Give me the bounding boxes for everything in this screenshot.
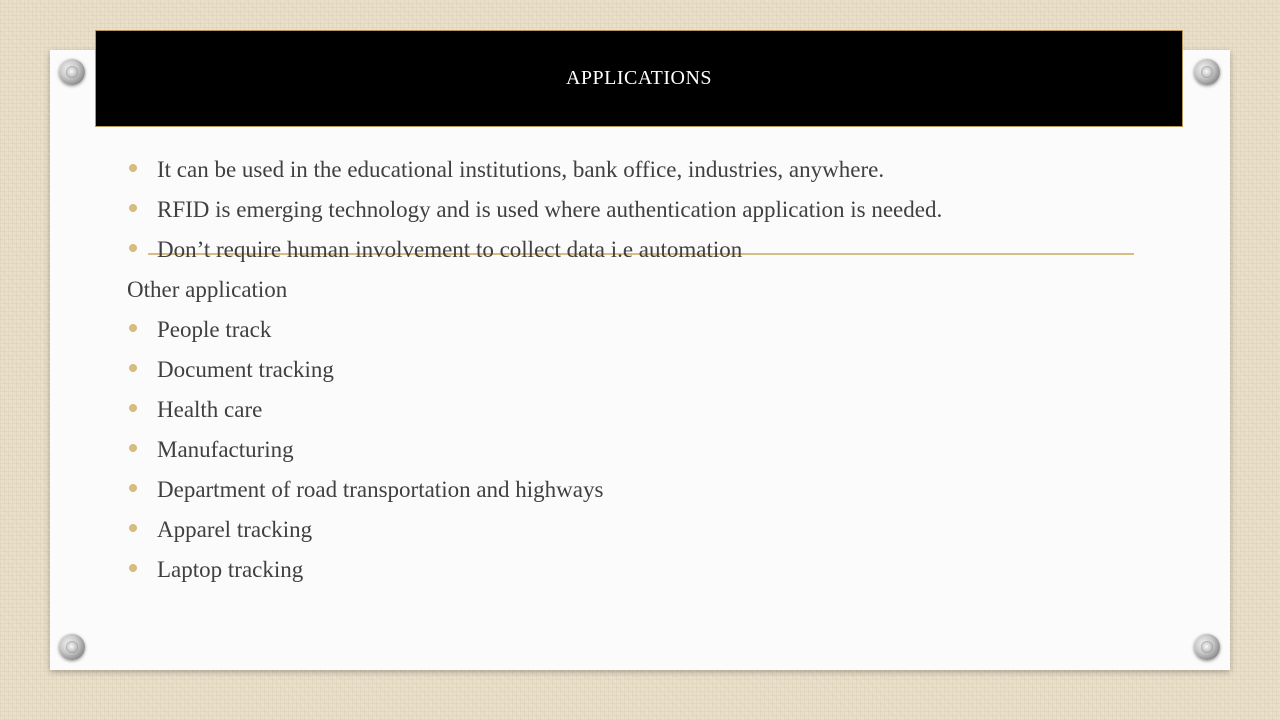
bullet-icon [129,204,137,212]
bullet-text: Health care [157,397,263,422]
slide-title: APPLICATIONS [565,67,713,89]
bullet-text: It can be used in the educational institutions, bank office, industries, anywhere. [157,157,885,182]
thumbtack-icon [59,634,85,660]
bullet-text: Laptop tracking [157,557,304,582]
bullet-icon [129,444,137,452]
bullet-text: Don’t require human involvement to collect data i.e automation [157,237,743,262]
bullet-text: Manufacturing [157,437,294,462]
bullet-icon [129,524,137,532]
bullet-icon [129,324,137,332]
bullet-item [127,470,1187,510]
bullet-icon [129,364,137,372]
bullet-item [127,230,1187,270]
bullet-icon [129,484,137,492]
section-heading-text: Other application [127,277,288,302]
section-heading [127,270,1187,310]
bullet-text: Department of road transportation and highways [157,477,604,502]
thumbtack-icon [1194,634,1220,660]
bullet-icon [129,244,137,252]
bullet-text: Document tracking [157,357,334,382]
bullet-item [127,550,1187,590]
bullet-item [127,430,1187,470]
thumbtack-icon [1194,59,1220,85]
bullet-text: Apparel tracking [157,517,313,542]
bullet-icon [129,164,137,172]
bullet-icon [129,404,137,412]
bullet-icon [129,564,137,572]
bullet-item [127,150,1187,190]
bullet-item [127,310,1187,350]
bullet-item [127,350,1187,390]
slide-body [127,150,1187,590]
bullet-text: RFID is emerging technology and is used where authentication application is needed. [157,197,943,222]
bullet-item [127,390,1187,430]
thumbtack-icon [59,59,85,85]
title-bar [95,30,1183,127]
bullet-item [127,190,1187,230]
bullet-text: People track [157,317,272,342]
bullet-item [127,510,1187,550]
